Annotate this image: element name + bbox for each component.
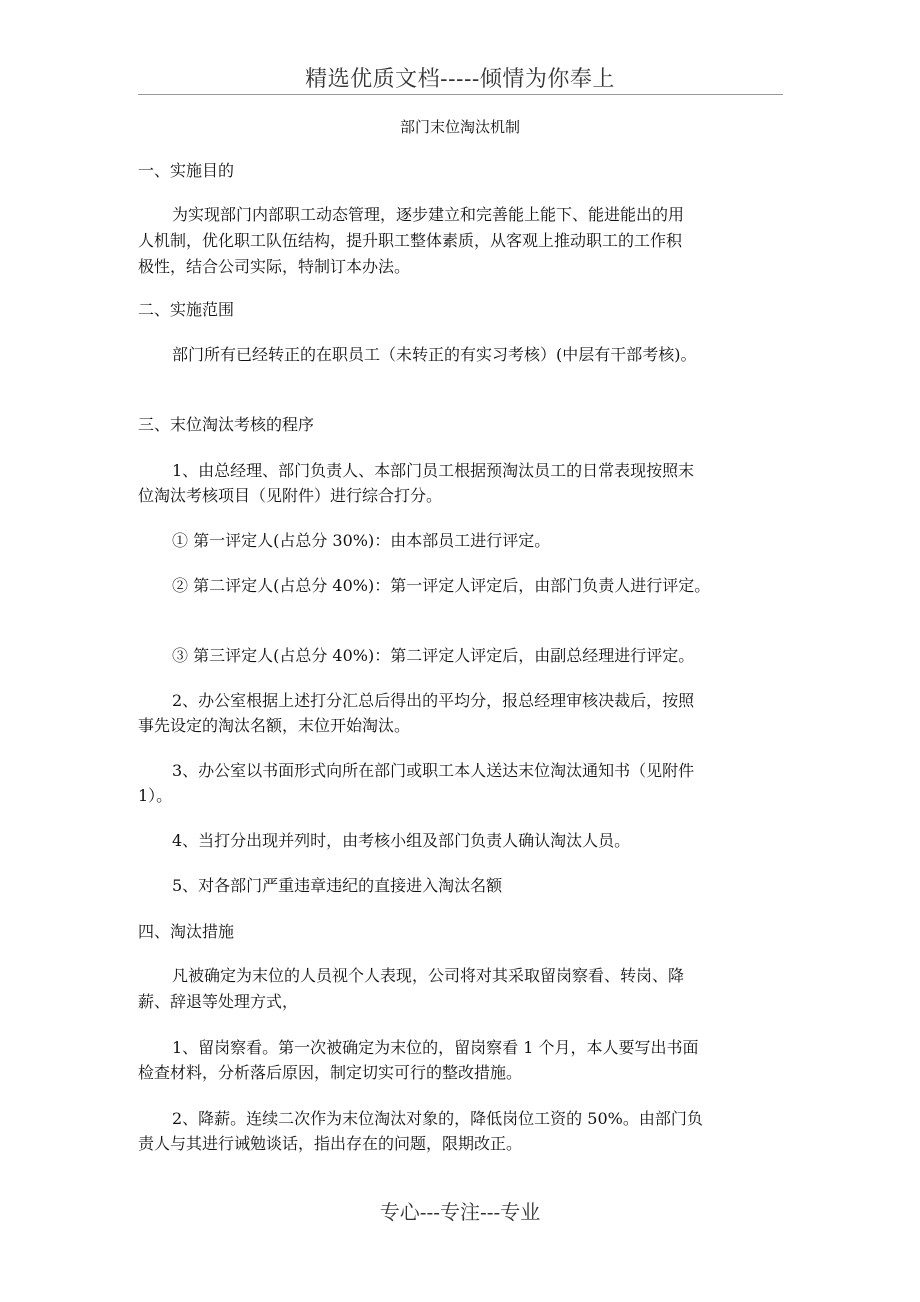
section4-item1-line2: 检查材料，分析落后原因，制定切实可行的整改措施。 [138,1063,523,1082]
section4-item2-line1: 2、降薪。连续二次作为末位淘汰对象的，降低岗位工资的 50%。由部门负 [172,1109,703,1128]
section3-item3-line2: 1）。 [138,786,173,805]
section3-item5: 5、对各部门严重违章违纪的直接进入淘汰名额 [172,876,503,895]
section2-heading: 二、实施范围 [138,300,235,319]
header-divider [138,94,783,95]
section1-para-line3: 极性，结合公司实际，特制订本办法。 [138,257,411,276]
section1-heading: 一、实施目的 [138,161,235,180]
section4-heading: 四、淘汰措施 [138,922,235,941]
section4-intro-line1: 凡被确定为末位的人员视个人表现，公司将对其采取留岗察看、转岗、降 [172,966,685,985]
section3-item3-line1: 3、办公室以书面形式向所在部门或职工本人送达末位淘汰通知书（见附件 [172,761,695,780]
section1-para-line2: 人机制，优化职工队伍结构，提升职工整体素质，从客观上推动职工的工作积 [138,231,683,250]
section3-item2-line1: 2、办公室根据上述打分汇总后得出的平均分，报总经理审核决裁后，按照 [172,691,695,710]
section4-item2-line2: 责人与其进行诫勉谈话，指出存在的问题，限期改正。 [138,1134,523,1153]
section4-intro-line2: 薪、辞退等处理方式， [138,992,299,1011]
section3-sub1: ① 第一评定人(占总分 30%)：由本部员工进行评定。 [172,531,551,550]
section3-item2-line2: 事先设定的淘汰名额，末位开始淘汰。 [138,716,411,735]
section1-para-line1: 为实现部门内部职工动态管理，逐步建立和完善能上能下、能进能出的用 [172,205,685,224]
section2-para: 部门所有已经转正的在职员工（未转正的有实习考核）(中层有干部考核)。 [172,345,697,364]
section3-item4: 4、当打分出现并列时，由考核小组及部门负责人确认淘汰人员。 [172,831,631,850]
section3-item1-line1: 1、由总经理、部门负责人、本部门员工根据预淘汰员工的日常表现按照末 [172,461,695,480]
page-footer: 专心---专注---专业 [379,1200,541,1224]
section3-sub3: ③ 第三评定人(占总分 40%)：第二评定人评定后，由副总经理进行评定。 [172,646,695,665]
section3-heading: 三、末位淘汰考核的程序 [138,415,315,434]
page-header: 精选优质文档-----倾情为你奉上 [305,67,615,92]
section3-sub2: ② 第二评定人(占总分 40%)：第一评定人评定后，由部门负责人进行评定。 [172,576,711,595]
section4-item1-line1: 1、留岗察看。第一次被确定为末位的，留岗察看 1 个月，本人要写出书面 [172,1038,699,1057]
document-title: 部门末位淘汰机制 [399,118,520,136]
section3-item1-line2: 位淘汰考核项目（见附件）进行综合打分。 [138,486,443,505]
